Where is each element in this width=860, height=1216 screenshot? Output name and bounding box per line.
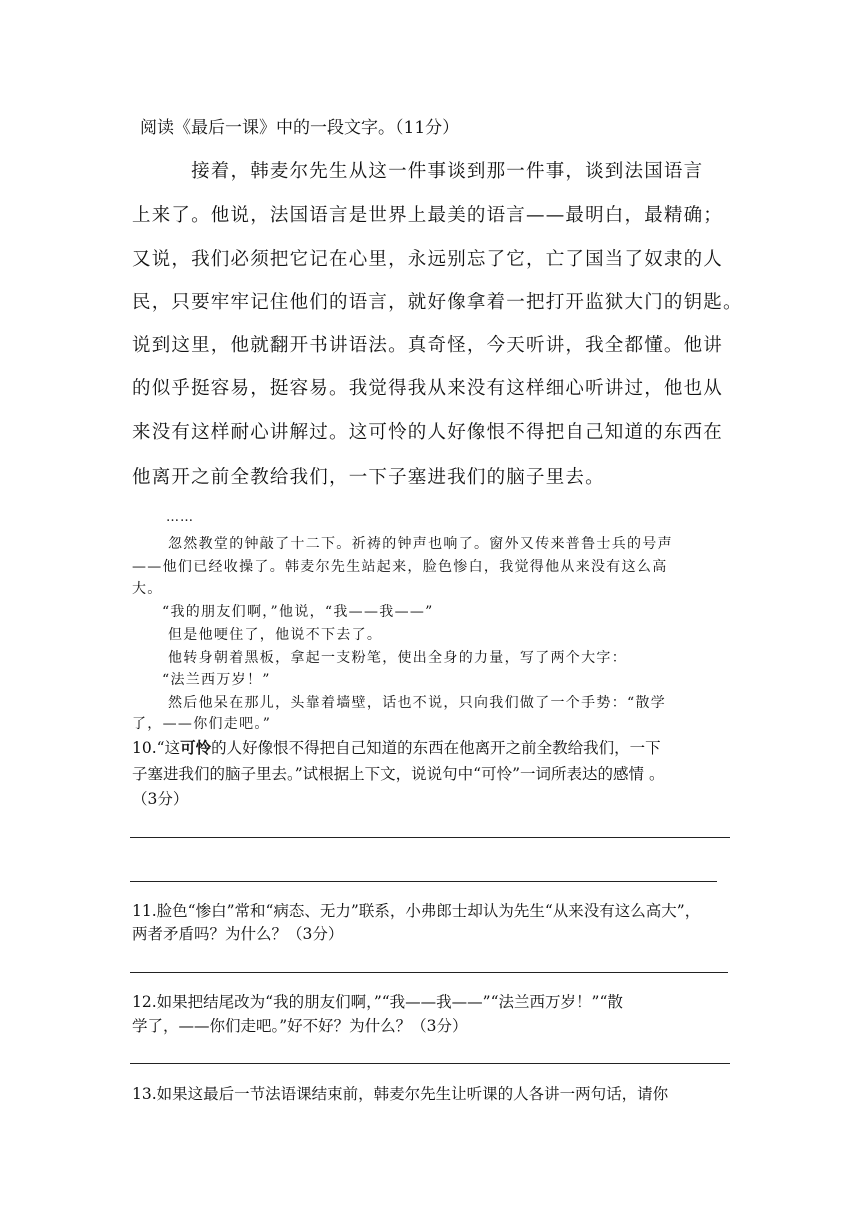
passage-line: 他离开之前全教给我们，一下子塞进我们的脑子里去。 bbox=[132, 467, 605, 488]
emphasis-word: 可怜 bbox=[180, 738, 212, 757]
answer-line[interactable] bbox=[130, 972, 728, 973]
question-13: 13.如果这最后一节法语课结束前，韩麦尔先生让听课的人各讲一两句话，请你 bbox=[132, 1085, 669, 1103]
excerpt-line: 忽然教堂的钟敲了十二下。祈祷的钟声也响了。窗外又传来普鲁士兵的号声 bbox=[168, 536, 673, 552]
passage-line: 上来了。他说，法国语言是世界上最美的语言——最明白，最精确； bbox=[132, 205, 724, 226]
excerpt-line: ——他们已经收操了。韩麦尔先生站起来，脸色惨白，我觉得他从来没有这么高 bbox=[132, 559, 668, 575]
excerpt-line: “法兰西万岁！” bbox=[162, 672, 271, 688]
passage-line: 说到这里，他就翻开书讲语法。真奇怪，今天听讲，我全都懂。他讲 bbox=[132, 335, 724, 356]
passage-line: 又说，我们必须把它记在心里，永远别忘了它，亡了国当了奴隶的人 bbox=[132, 249, 724, 270]
answer-line[interactable] bbox=[130, 1063, 730, 1064]
passage-line: 的似乎挺容易，挺容易。我觉得我从来没有这样细心听讲过，他也从 bbox=[132, 378, 724, 399]
excerpt-line: “我的朋友们啊，”他说，“我——我——” bbox=[162, 604, 434, 620]
question-10-line2: 子塞进我们的脑子里去。”试根据上下文，说说句中“可怜”一词所表达的感情 。 bbox=[132, 765, 665, 783]
question-11-line2: 两者矛盾吗？为什么？（3分） bbox=[132, 925, 344, 943]
question-12: 12.如果把结尾改为“我的朋友们啊，”“我——我——”“法兰西万岁！”“散 bbox=[132, 993, 623, 1011]
answer-line[interactable] bbox=[130, 837, 730, 838]
excerpt-line: 大。 bbox=[132, 581, 163, 597]
ellipsis: …… bbox=[166, 510, 194, 525]
intro-heading: 阅读《最后一课》中的一段文字。（11分） bbox=[140, 118, 460, 138]
passage-line: 来没有这样耐心讲解过。这可怜的人好像恨不得把自己知道的东西在 bbox=[132, 422, 724, 443]
answer-line[interactable] bbox=[130, 881, 717, 882]
excerpt-line: 然后他呆在那儿，头靠着墙壁，话也不说，只向我们做了一个手势：“散学 bbox=[168, 695, 667, 711]
excerpt-line: 但是他哽住了，他说不下去了。 bbox=[168, 627, 383, 643]
excerpt-line: 了，——你们走吧。” bbox=[132, 716, 272, 732]
passage-line: 接着，韩麦尔先生从这一件事谈到那一件事，谈到法国语言 bbox=[132, 161, 704, 182]
question-11: 11.脸色“惨白”常和“病态、无力”联系，小弗郎士却认为先生“从来没有这么高大”， bbox=[132, 902, 701, 920]
question-12-line2: 学了，——你们走吧。”好不好？为什么？（3分） bbox=[132, 1017, 468, 1035]
excerpt-line: 他转身朝着黑板，拿起一支粉笔，使出全身的力量，写了两个大字： bbox=[168, 650, 627, 666]
passage-line: 民，只要牢牢记住他们的语言，就好像拿着一把打开监狱大门的钥匙。 bbox=[132, 292, 743, 313]
question-10-line3: （3分） bbox=[132, 790, 189, 808]
question-10: 10.“这可怜的人好像恨不得把自己知道的东西在他离开之前全教给我们，一下 bbox=[132, 738, 661, 757]
